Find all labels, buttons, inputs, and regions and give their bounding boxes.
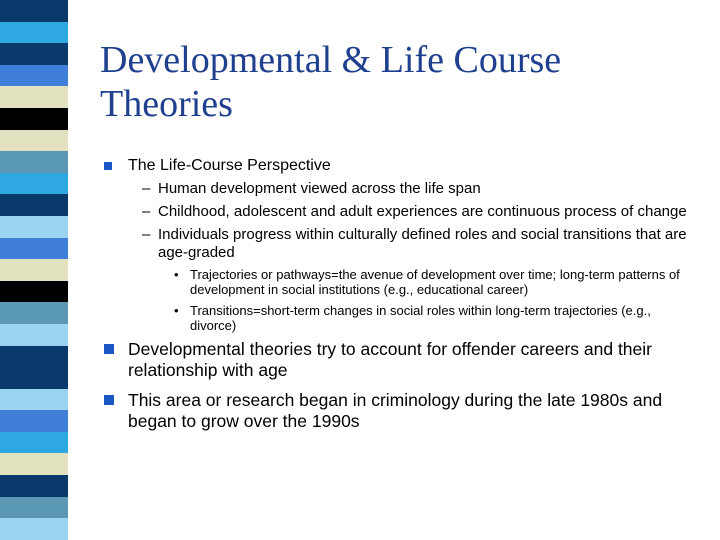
subbullet-roles-transitions [104,226,700,262]
stripe-segment [0,238,68,260]
stripe-segment [0,324,68,346]
bullet-text: This area or research began in criminology during the late 1980s and began to grow over the 1990s [128,390,663,431]
slide-title: Developmental & Life Course Theories [100,39,562,125]
stripe-segment [0,518,68,540]
dash-bullet-icon: – [142,180,151,197]
subbullet-continuous-change [104,203,700,221]
subsubbullet-transitions [104,303,700,333]
stripe-segment [0,346,68,368]
stripe-segment [0,194,68,216]
stripe-segment [0,108,68,130]
slide-body [104,156,700,441]
subbullet-life-span [104,180,700,198]
stripe-segment [0,453,68,475]
stripe-segment [0,173,68,195]
subsubbullet-trajectories [104,267,700,297]
decorative-color-stripe [0,0,68,540]
stripe-segment [0,151,68,173]
bullet-life-course-perspective [104,156,700,176]
life-course-subpoints [104,180,700,333]
stripe-segment [0,410,68,432]
subbullet-text: Childhood, adolescent and adult experiences are continuous process of change [158,203,687,220]
dash-bullet-icon: – [142,203,151,220]
square-bullet-icon [104,395,114,405]
stripe-segment [0,302,68,324]
stripe-segment [0,65,68,87]
stripe-segment [0,367,68,389]
bullet-text: Developmental theories try to account for offender careers and their relationship with age [128,339,652,380]
dash-bullet-icon: – [142,226,151,243]
stripe-segment [0,281,68,303]
stripe-segment [0,43,68,65]
stripe-segment [0,389,68,411]
stripe-segment [0,475,68,497]
dot-bullet-icon: • [174,267,179,282]
stripe-segment [0,432,68,454]
bullet-developmental-theories [104,339,700,381]
stripe-segment [0,497,68,519]
subsubbullet-text: Trajectories or pathways=the avenue of development over time; long-term patterns of development in social institutions (e.g., educational career) [190,267,680,297]
stripe-segment [0,22,68,44]
square-bullet-icon [104,162,112,170]
subbullet-text: Individuals progress within culturally defined roles and social transitions that are age-graded [158,226,687,261]
stripe-segment [0,86,68,108]
bullet-research-history [104,390,700,432]
bullet-text: The Life-Course Perspective [128,157,331,174]
stripe-segment [0,259,68,281]
square-bullet-icon [104,344,114,354]
subbullet-text: Human development viewed across the life span [158,180,481,197]
dot-bullet-icon: • [174,303,179,318]
stripe-segment [0,0,68,22]
stripe-segment [0,216,68,238]
subsubbullet-text: Transitions=short-term changes in social roles within long-term trajectories (e.g., divorce) [190,303,651,333]
stripe-segment [0,130,68,152]
